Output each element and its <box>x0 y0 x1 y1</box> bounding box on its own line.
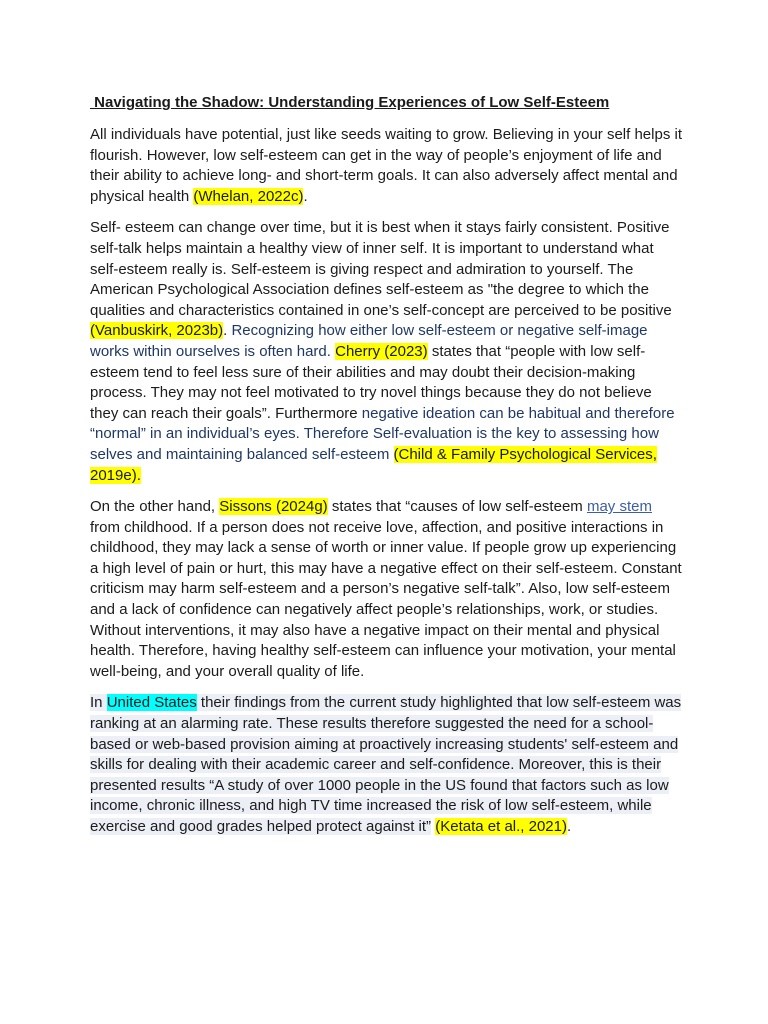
paragraph-4-text: their findings from the current study highlighted that low self-esteem was ranking at an alarming rate. These results therefore suggested the need for a school-based or web-based provision aiming at proactively increasing students' self-esteem and skills for dealing with their academic career and self-confidence. Moreover, this is their presented results “A study of over 1000 people in the US found that factors such as low income, chronic illness, and high TV time increased the risk of low self-esteem, while exercise and good grades helped protect against it” <box>90 694 682 835</box>
paragraph-2-text-a: Self- esteem can change over time, but it is best when it stays fairly consistent. Positive self-talk helps maintain a healthy view of inner self. It is important to understand what self-esteem really is. Self-esteem is giving respect and admiration to yourself. The American Psychological Association defines self-esteem as "the degree to which the qualities and characteristics contained in one’s self-concept are perceived to be positive <box>90 219 672 319</box>
document-title: Navigating the Shadow: Understanding Experiences of Low Self-Esteem <box>90 94 610 111</box>
paragraph-2-text-d: negative ideation can be habitual and therefore “normal” in an individual’s eyes. Therefore Self-evaluation is the key to assessing how selves and maintaining balanced self-esteem <box>90 404 675 463</box>
paragraph-1-text: All individuals have potential, just like seeds waiting to grow. Believing in your self helps it flourish. However, low self-esteem can get in the way of people’s enjoyment of life and their ability to achieve long- and short-term goals. It can also adversely affect mental and physical health <box>90 126 682 205</box>
paragraph-2-sep-a: . <box>223 322 232 340</box>
paragraph-3-start: On the other hand, <box>90 498 220 516</box>
citation-cherry: Cherry (2023) <box>335 342 428 360</box>
citation-vanbuskirk: (Vanbuskirk, 2023b) <box>90 322 224 340</box>
paragraph-3-text-b: from childhood. If a person does not receive love, affection, and positive interactions in childhood, they may lack a sense of worth or inner value. If people grow up experiencing a high level of pain or hurt, this may have a negative effect on their self-esteem. Constant criticism may harm self-esteem and a person’s negative self-talk”. Also, low self-esteem and a lack of confidence can negatively affect people’s relationships, work, or studies. Without interventions, it may also have a negative impact on their mental and physical health. Therefore, having healthy self-esteem can influence your motivation, your mental well-being, and your overall quality of life. <box>90 518 682 680</box>
paragraph-3 <box>90 497 682 682</box>
citation-child-family: (Child & Family Psychological Services, 2019e). <box>90 445 657 484</box>
paragraph-3-text-a: states that “causes of low self-esteem <box>327 498 587 516</box>
may-stem-link[interactable]: may stem <box>586 498 652 516</box>
paragraph-1 <box>90 125 682 207</box>
paragraph-2-text-c: states that “people with low self-esteem tend to feel less sure of their abilities and may doubt their decision-making process. They may not feel motivated to try novel things because they do not believe they can reach their goals”. Furthermore <box>90 342 652 422</box>
document-page <box>90 92 682 849</box>
paragraph-2 <box>90 218 682 486</box>
paragraph-4 <box>90 693 682 837</box>
citation-whelan: (Whelan, 2022c) <box>193 187 304 205</box>
citation-ketata: (Ketata et al., 2021) <box>435 818 567 835</box>
paragraph-2-sep-c <box>389 446 393 463</box>
paragraph-1-end: . <box>303 187 308 205</box>
paragraph-4-start: In <box>90 694 107 712</box>
highlight-united-states: United States <box>106 694 197 712</box>
citation-sissons: Sissons (2024g) <box>219 498 328 516</box>
paragraph-2-text-b: Recognizing how either low self-esteem or negative self-image works within ourselves is often hard. <box>90 322 648 360</box>
paragraph-4-end: . <box>566 818 572 835</box>
